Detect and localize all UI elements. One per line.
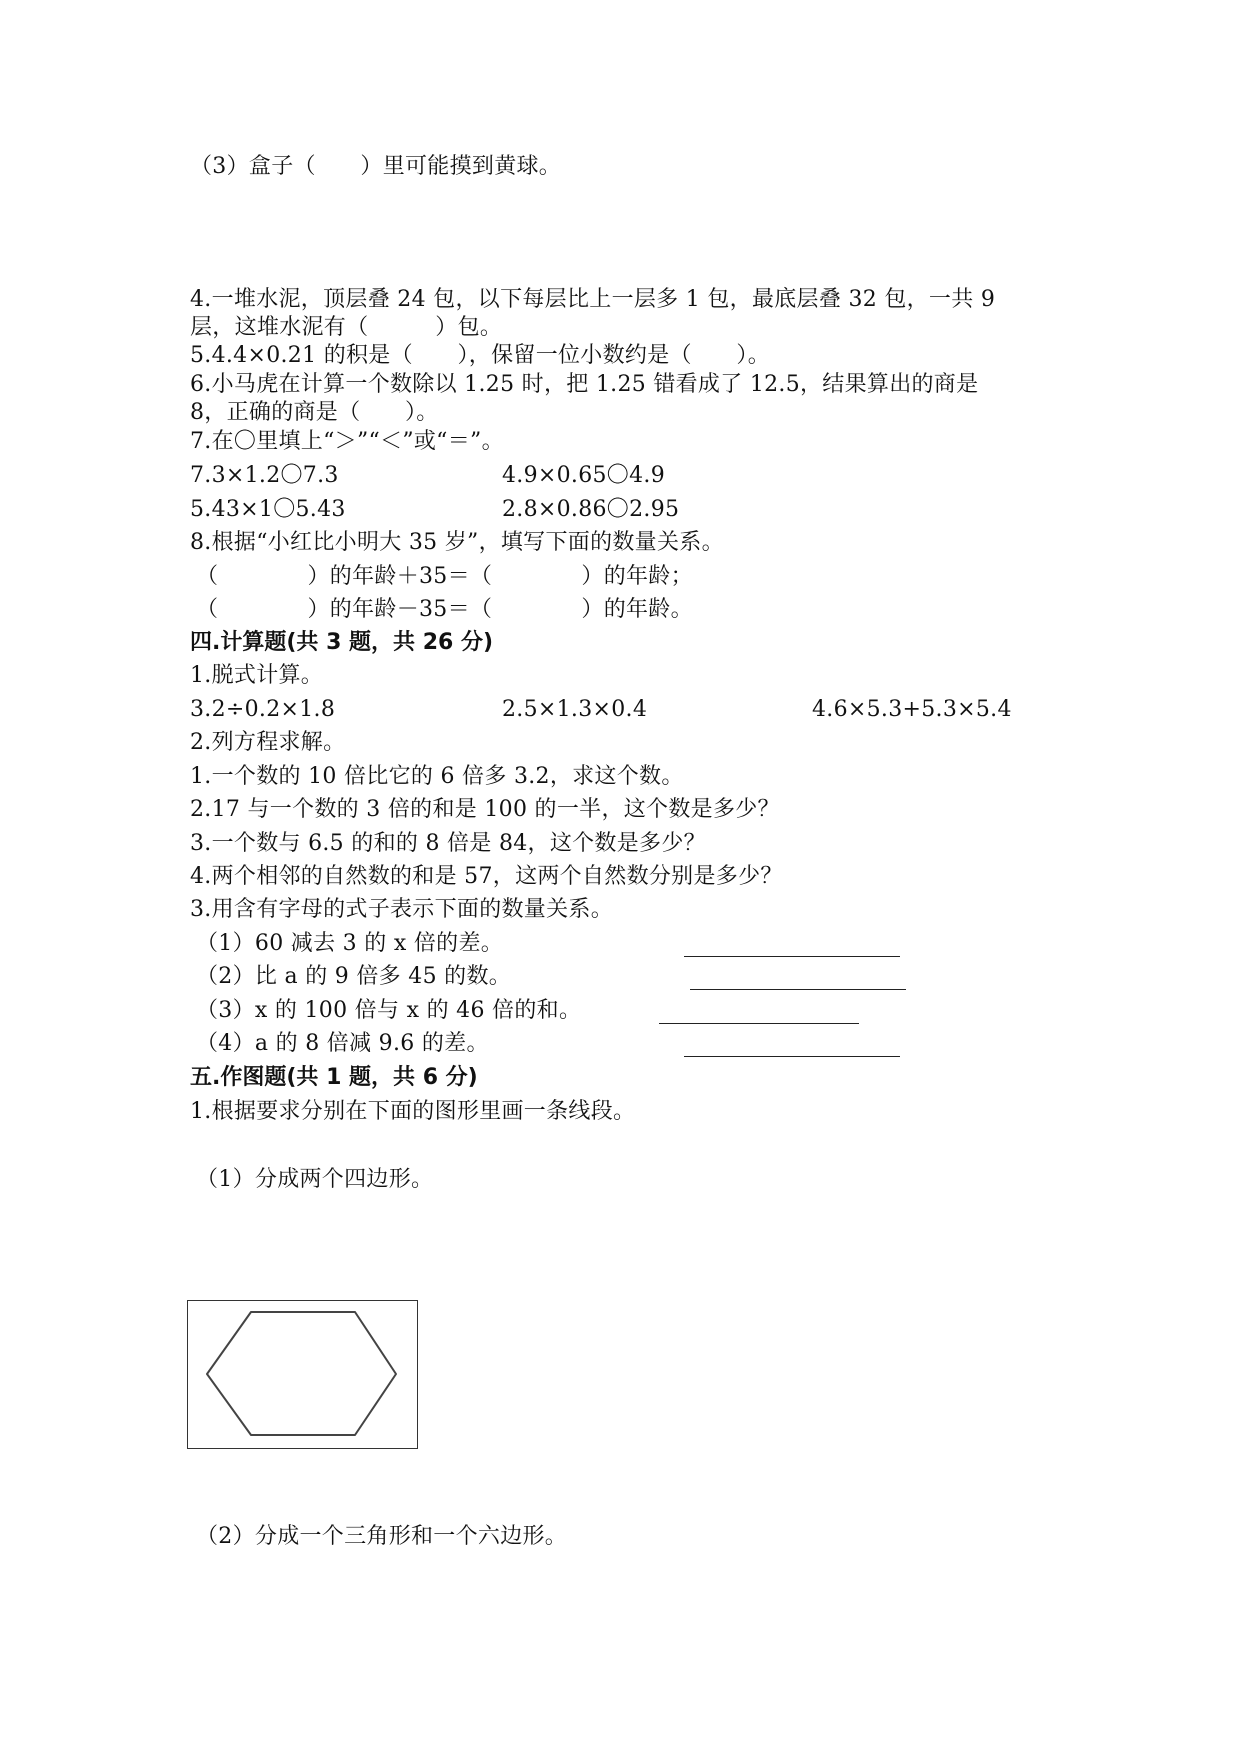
calc-expression-2: 2.5×1.3×0.4 — [502, 697, 648, 722]
section-4-heading: 四.计算题(共 3 题，共 26 分) — [190, 630, 494, 655]
answer-line-4[interactable] — [684, 1056, 900, 1057]
equation-item-1: 1.一个数的 10 倍比它的 6 倍多 3.2，求这个数。 — [190, 764, 684, 789]
compare-item-2: 4.9×0.65〇4.9 — [502, 463, 665, 488]
expression-item-1: （1）60 减去 3 的 x 倍的差。 — [196, 931, 504, 956]
answer-line-1[interactable] — [684, 956, 900, 957]
question-3-part-3: （3）盒子（ ）里可能摸到黄球。 — [190, 154, 562, 179]
calc-expression-1: 3.2÷0.2×1.8 — [190, 697, 336, 722]
answer-line-3[interactable] — [659, 1023, 859, 1024]
compare-item-3: 5.43×1〇5.43 — [190, 497, 346, 522]
answer-line-2[interactable] — [690, 989, 906, 990]
hexagon-drawing — [188, 1301, 416, 1447]
expression-item-3: （3）x 的 100 倍与 x 的 46 倍的和。 — [196, 998, 582, 1023]
calc-question-2: 2.列方程求解。 — [190, 730, 346, 755]
hexagon-shape — [207, 1312, 396, 1435]
compare-item-4: 2.8×0.86〇2.95 — [502, 497, 680, 522]
question-5: 5.4.4×0.21 的积是（ ），保留一位小数约是（ ）。 — [190, 343, 770, 368]
equation-item-4: 4.两个相邻的自然数的和是 57，这两个自然数分别是多少？ — [190, 864, 783, 889]
question-6-line-1: 6.小马虎在计算一个数除以 1.25 时，把 1.25 错看成了 12.5，结果算出的商是 — [190, 372, 979, 397]
equation-item-2: 2.17 与一个数的 3 倍的和是 100 的一半，这个数是多少？ — [190, 797, 780, 822]
compare-item-1: 7.3×1.2〇7.3 — [190, 463, 339, 488]
question-8: 8.根据“小红比小明大 35 岁”，填写下面的数量关系。 — [190, 530, 724, 555]
calc-expression-3: 4.6×5.3+5.3×5.4 — [812, 697, 1012, 722]
question-6-line-2: 8，正确的商是（ ）。 — [190, 400, 439, 425]
calc-question-3: 3.用含有字母的式子表示下面的数量关系。 — [190, 897, 613, 922]
hexagon-figure-box[interactable] — [187, 1300, 418, 1449]
expression-item-2: （2）比 a 的 9 倍多 45 的数。 — [196, 964, 512, 989]
question-8-row-2: （ ）的年龄－35＝（ ）的年龄。 — [196, 597, 693, 622]
question-8-row-1: （ ）的年龄＋35＝（ ）的年龄； — [196, 564, 693, 589]
drawing-question-1: 1.根据要求分别在下面的图形里画一条线段。 — [190, 1099, 636, 1124]
section-5-heading: 五.作图题(共 1 题，共 6 分) — [190, 1065, 478, 1090]
equation-item-3: 3.一个数与 6.5 的和的 8 倍是 84，这个数是多少？ — [190, 831, 706, 856]
drawing-part-1: （1）分成两个四边形。 — [196, 1167, 434, 1192]
expression-item-4: （4）a 的 8 倍减 9.6 的差。 — [196, 1031, 489, 1056]
drawing-part-2: （2）分成一个三角形和一个六边形。 — [196, 1524, 568, 1549]
question-4-line-1: 4.一堆水泥，顶层叠 24 包，以下每层比上一层多 1 包，最底层叠 32 包，一共 9 — [190, 287, 996, 312]
question-7: 7.在〇里填上“＞”“＜”或“＝”。 — [190, 429, 504, 454]
question-4-line-2: 层，这堆水泥有（ ）包。 — [190, 315, 503, 340]
calc-question-1: 1.脱式计算。 — [190, 663, 324, 688]
